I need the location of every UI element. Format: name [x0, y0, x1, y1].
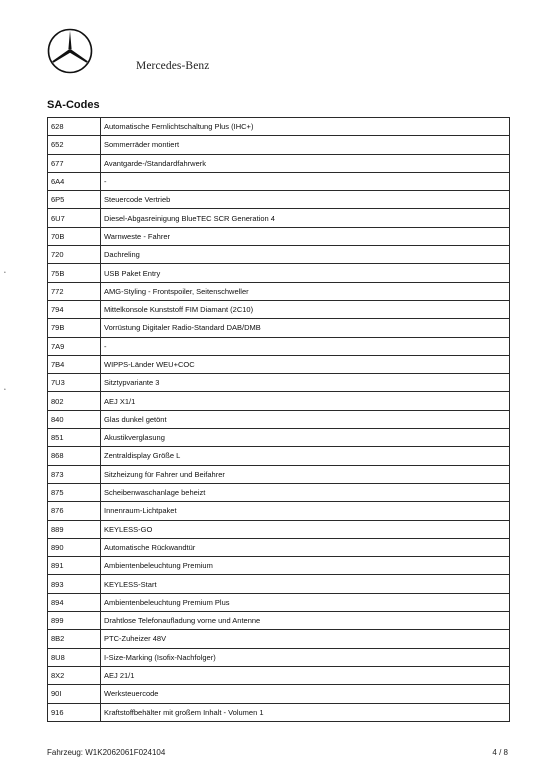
description-cell: Avantgarde-/Standardfahrwerk — [101, 154, 510, 172]
page-header — [47, 28, 507, 80]
sa-code-cell: 90I — [48, 685, 101, 703]
description-cell: KEYLESS-GO — [101, 520, 510, 538]
table-row — [48, 337, 510, 355]
table-row — [48, 118, 510, 136]
sa-code-cell: 75B — [48, 264, 101, 282]
table-row — [48, 374, 510, 392]
description-cell: Mittelkonsole Kunststoff FIM Diamant (2C10) — [101, 300, 510, 318]
sa-code-cell: 652 — [48, 136, 101, 154]
sa-code-cell: 677 — [48, 154, 101, 172]
description-cell: Dachreling — [101, 246, 510, 264]
table-row — [48, 648, 510, 666]
description-cell: Warnweste - Fahrer — [101, 227, 510, 245]
sa-code-cell: 891 — [48, 557, 101, 575]
sa-code-cell: 7A9 — [48, 337, 101, 355]
table-row — [48, 172, 510, 190]
description-cell: Steuercode Vertrieb — [101, 191, 510, 209]
table-row — [48, 502, 510, 520]
sa-code-cell: 8X2 — [48, 666, 101, 684]
sa-code-cell: 628 — [48, 118, 101, 136]
margin-dot: • — [4, 270, 6, 276]
sa-code-cell: 8U8 — [48, 648, 101, 666]
description-cell: AEJ X1/1 — [101, 392, 510, 410]
table-row — [48, 557, 510, 575]
table-row — [48, 465, 510, 483]
sa-code-cell: 7B4 — [48, 355, 101, 373]
table-row — [48, 246, 510, 264]
sa-code-cell: 893 — [48, 575, 101, 593]
sa-code-cell: 899 — [48, 612, 101, 630]
brand-wordmark: Mercedes-Benz — [136, 60, 210, 72]
table-row — [48, 136, 510, 154]
description-cell: Innenraum-Lichtpaket — [101, 502, 510, 520]
sa-code-cell: 6U7 — [48, 209, 101, 227]
sa-code-cell: 8B2 — [48, 630, 101, 648]
table-row — [48, 612, 510, 630]
table-row — [48, 593, 510, 611]
description-cell: Automatische Rückwandtür — [101, 538, 510, 556]
sa-code-cell: 916 — [48, 703, 101, 721]
description-cell: Sitztypvariante 3 — [101, 374, 510, 392]
table-row — [48, 575, 510, 593]
description-cell: Diesel-Abgasreinigung BlueTEC SCR Generation 4 — [101, 209, 510, 227]
description-cell: PTC-Zuheizer 48V — [101, 630, 510, 648]
vehicle-id: Fahrzeug: W1K2062061F024104 — [47, 748, 166, 757]
table-row — [48, 703, 510, 721]
sa-code-cell: 851 — [48, 429, 101, 447]
description-cell: Sitzheizung für Fahrer und Beifahrer — [101, 465, 510, 483]
table-row — [48, 300, 510, 318]
table-row — [48, 319, 510, 337]
description-cell: Kraftstoffbehälter mit großem Inhalt - Volumen 1 — [101, 703, 510, 721]
sa-code-cell: 6P5 — [48, 191, 101, 209]
sa-codes-table — [47, 117, 510, 722]
sa-code-cell: 894 — [48, 593, 101, 611]
description-cell: WIPPS-Länder WEU+COC — [101, 355, 510, 373]
description-cell: - — [101, 337, 510, 355]
table-row — [48, 227, 510, 245]
sa-code-cell: 875 — [48, 483, 101, 501]
sa-code-cell: 868 — [48, 447, 101, 465]
table-row — [48, 264, 510, 282]
table-row — [48, 209, 510, 227]
description-cell: Sommerräder montiert — [101, 136, 510, 154]
section-title: SA-Codes — [47, 99, 100, 111]
description-cell: Ambientenbeleuchtung Premium Plus — [101, 593, 510, 611]
description-cell: Scheibenwaschanlage beheizt — [101, 483, 510, 501]
sa-code-cell: 79B — [48, 319, 101, 337]
sa-code-cell: 794 — [48, 300, 101, 318]
sa-code-cell: 802 — [48, 392, 101, 410]
sa-code-cell: 6A4 — [48, 172, 101, 190]
table-row — [48, 447, 510, 465]
table-row — [48, 154, 510, 172]
description-cell: Glas dunkel getönt — [101, 410, 510, 428]
margin-dot: • — [4, 387, 6, 393]
mercedes-star-icon — [47, 28, 93, 74]
table-row — [48, 429, 510, 447]
sa-code-cell: 7U3 — [48, 374, 101, 392]
sa-code-cell: 840 — [48, 410, 101, 428]
description-cell: AMG-Styling - Frontspoiler, Seitenschweller — [101, 282, 510, 300]
table-row — [48, 355, 510, 373]
table-row — [48, 392, 510, 410]
page-number: 4 / 8 — [492, 748, 508, 757]
table-row — [48, 630, 510, 648]
sa-code-cell: 876 — [48, 502, 101, 520]
table-row — [48, 191, 510, 209]
table-row — [48, 666, 510, 684]
sa-code-cell: 889 — [48, 520, 101, 538]
description-cell: USB Paket Entry — [101, 264, 510, 282]
table-row — [48, 410, 510, 428]
sa-code-cell: 873 — [48, 465, 101, 483]
description-cell: Vorrüstung Digitaler Radio-Standard DAB/DMB — [101, 319, 510, 337]
description-cell: Drahtlose Telefonaufladung vorne und Antenne — [101, 612, 510, 630]
sa-code-cell: 772 — [48, 282, 101, 300]
description-cell: Automatische Fernlichtschaltung Plus (IHC+) — [101, 118, 510, 136]
description-cell: KEYLESS-Start — [101, 575, 510, 593]
description-cell: Zentraldisplay Größe L — [101, 447, 510, 465]
description-cell: AEJ 21/1 — [101, 666, 510, 684]
sa-code-cell: 890 — [48, 538, 101, 556]
table-row — [48, 483, 510, 501]
table-row — [48, 538, 510, 556]
description-cell: - — [101, 172, 510, 190]
description-cell: Werksteuercode — [101, 685, 510, 703]
sa-code-cell: 720 — [48, 246, 101, 264]
table-row — [48, 282, 510, 300]
description-cell: Ambientenbeleuchtung Premium — [101, 557, 510, 575]
table-row — [48, 685, 510, 703]
description-cell: Akustikverglasung — [101, 429, 510, 447]
table-row — [48, 520, 510, 538]
sa-code-cell: 70B — [48, 227, 101, 245]
description-cell: I-Size-Marking (Isofix-Nachfolger) — [101, 648, 510, 666]
